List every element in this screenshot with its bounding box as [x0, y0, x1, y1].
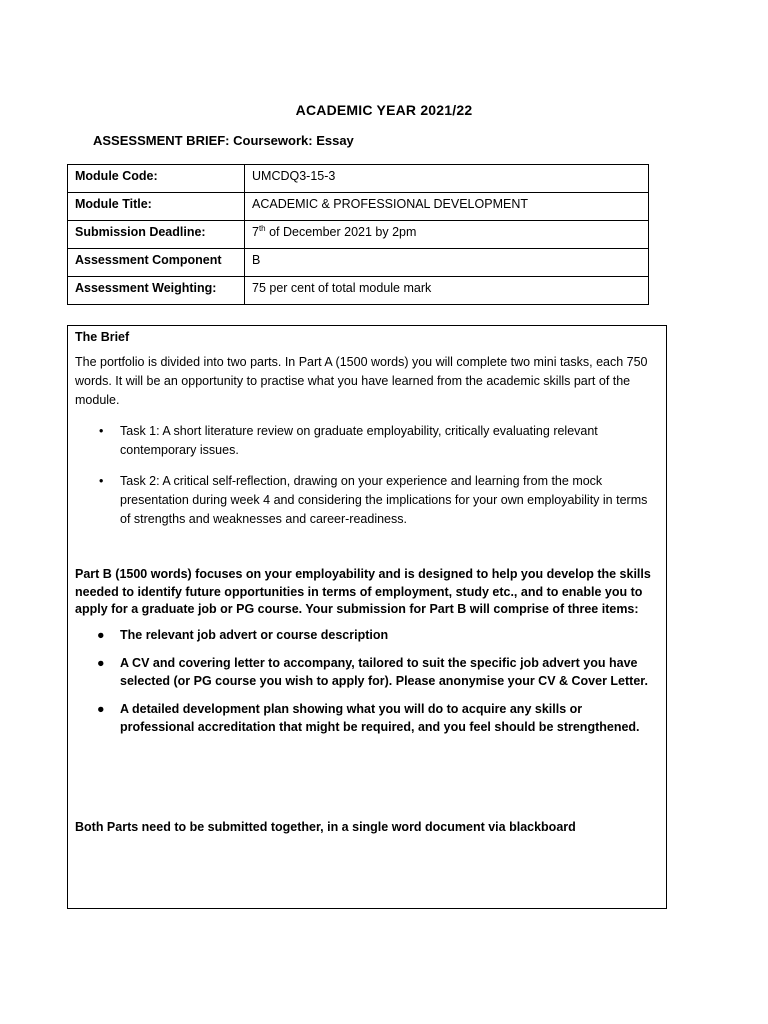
table-row	[68, 193, 649, 221]
assessment-component-label: Assessment Component	[68, 249, 245, 277]
part-b-items	[75, 627, 658, 737]
list-item	[75, 655, 658, 690]
deadline-rest: of December 2021 by 2pm	[265, 225, 417, 239]
page-title: ACADEMIC YEAR 2021/22	[295, 102, 473, 118]
bullet-icon: ●	[97, 656, 105, 670]
submission-note: Both Parts need to be submitted together, in a single word document via blackboard	[75, 820, 576, 834]
deadline-ordinal: th	[258, 223, 266, 233]
deadline-day: 7	[252, 225, 259, 239]
list-item	[75, 422, 658, 460]
bullet-icon: •	[99, 474, 104, 488]
module-code-label: Module Code:	[68, 165, 245, 193]
bullet-icon: ●	[97, 702, 105, 716]
task-2-text: Task 2: A critical self-reflection, drawing on your experience and learning from the mock presentation during week 4 and considering the implications for your own employability in terms of strengths and weaknesses and career-readiness.	[120, 474, 648, 526]
table-row	[68, 221, 649, 249]
list-item	[75, 701, 658, 736]
assessment-brief-subtitle: ASSESSMENT BRIEF: Coursework: Essay	[93, 133, 354, 148]
module-title-label: Module Title:	[68, 193, 245, 221]
table-row	[68, 277, 649, 305]
task-1-text: Task 1: A short literature review on graduate employability, critically evaluating relevant contemporary issues.	[120, 424, 598, 457]
table-row	[68, 249, 649, 277]
item-1-text: The relevant job advert or course description	[120, 627, 389, 642]
part-b-description: Part B (1500 words) focuses on your employability and is designed to help you develop the skills needed to identify future opportunities in terms of employment, study etc., and to enable you to apply for a graduate job or PG course. Your submission for Part B will comprise of three items:	[75, 567, 651, 616]
brief-box	[67, 325, 667, 909]
bullet-icon: ●	[97, 627, 105, 642]
assessment-weighting-label: Assessment Weighting:	[68, 277, 245, 305]
table-row	[68, 165, 649, 193]
module-title-value: ACADEMIC & PROFESSIONAL DEVELOPMENT	[245, 193, 649, 221]
brief-title: The Brief	[75, 330, 130, 344]
module-info-table	[67, 164, 649, 305]
submission-deadline-value	[245, 221, 649, 249]
item-3-text: A detailed development plan showing what you will do to acquire any skills or professional accreditation that might be required, and you feel should be strengthened.	[120, 702, 640, 734]
module-code-value: UMCDQ3-15-3	[245, 165, 649, 193]
item-2-text: A CV and covering letter to accompany, tailored to suit the specific job advert you have selected (or PG course you wish to apply for). Please anonymise your CV & Cover Letter.	[120, 656, 648, 688]
list-item	[75, 627, 658, 645]
assessment-component-value: B	[245, 249, 649, 277]
assessment-weighting-value: 75 per cent of total module mark	[245, 277, 649, 305]
task-list	[75, 422, 658, 529]
submission-deadline-label: Submission Deadline:	[68, 221, 245, 249]
bullet-icon: •	[99, 424, 104, 438]
list-item	[75, 472, 658, 529]
brief-intro: The portfolio is divided into two parts. In Part A (1500 words) you will complete two mini tasks, each 750 words. It will be an opportunity to practise what you have learned from the academic skills part of the module.	[75, 355, 648, 407]
